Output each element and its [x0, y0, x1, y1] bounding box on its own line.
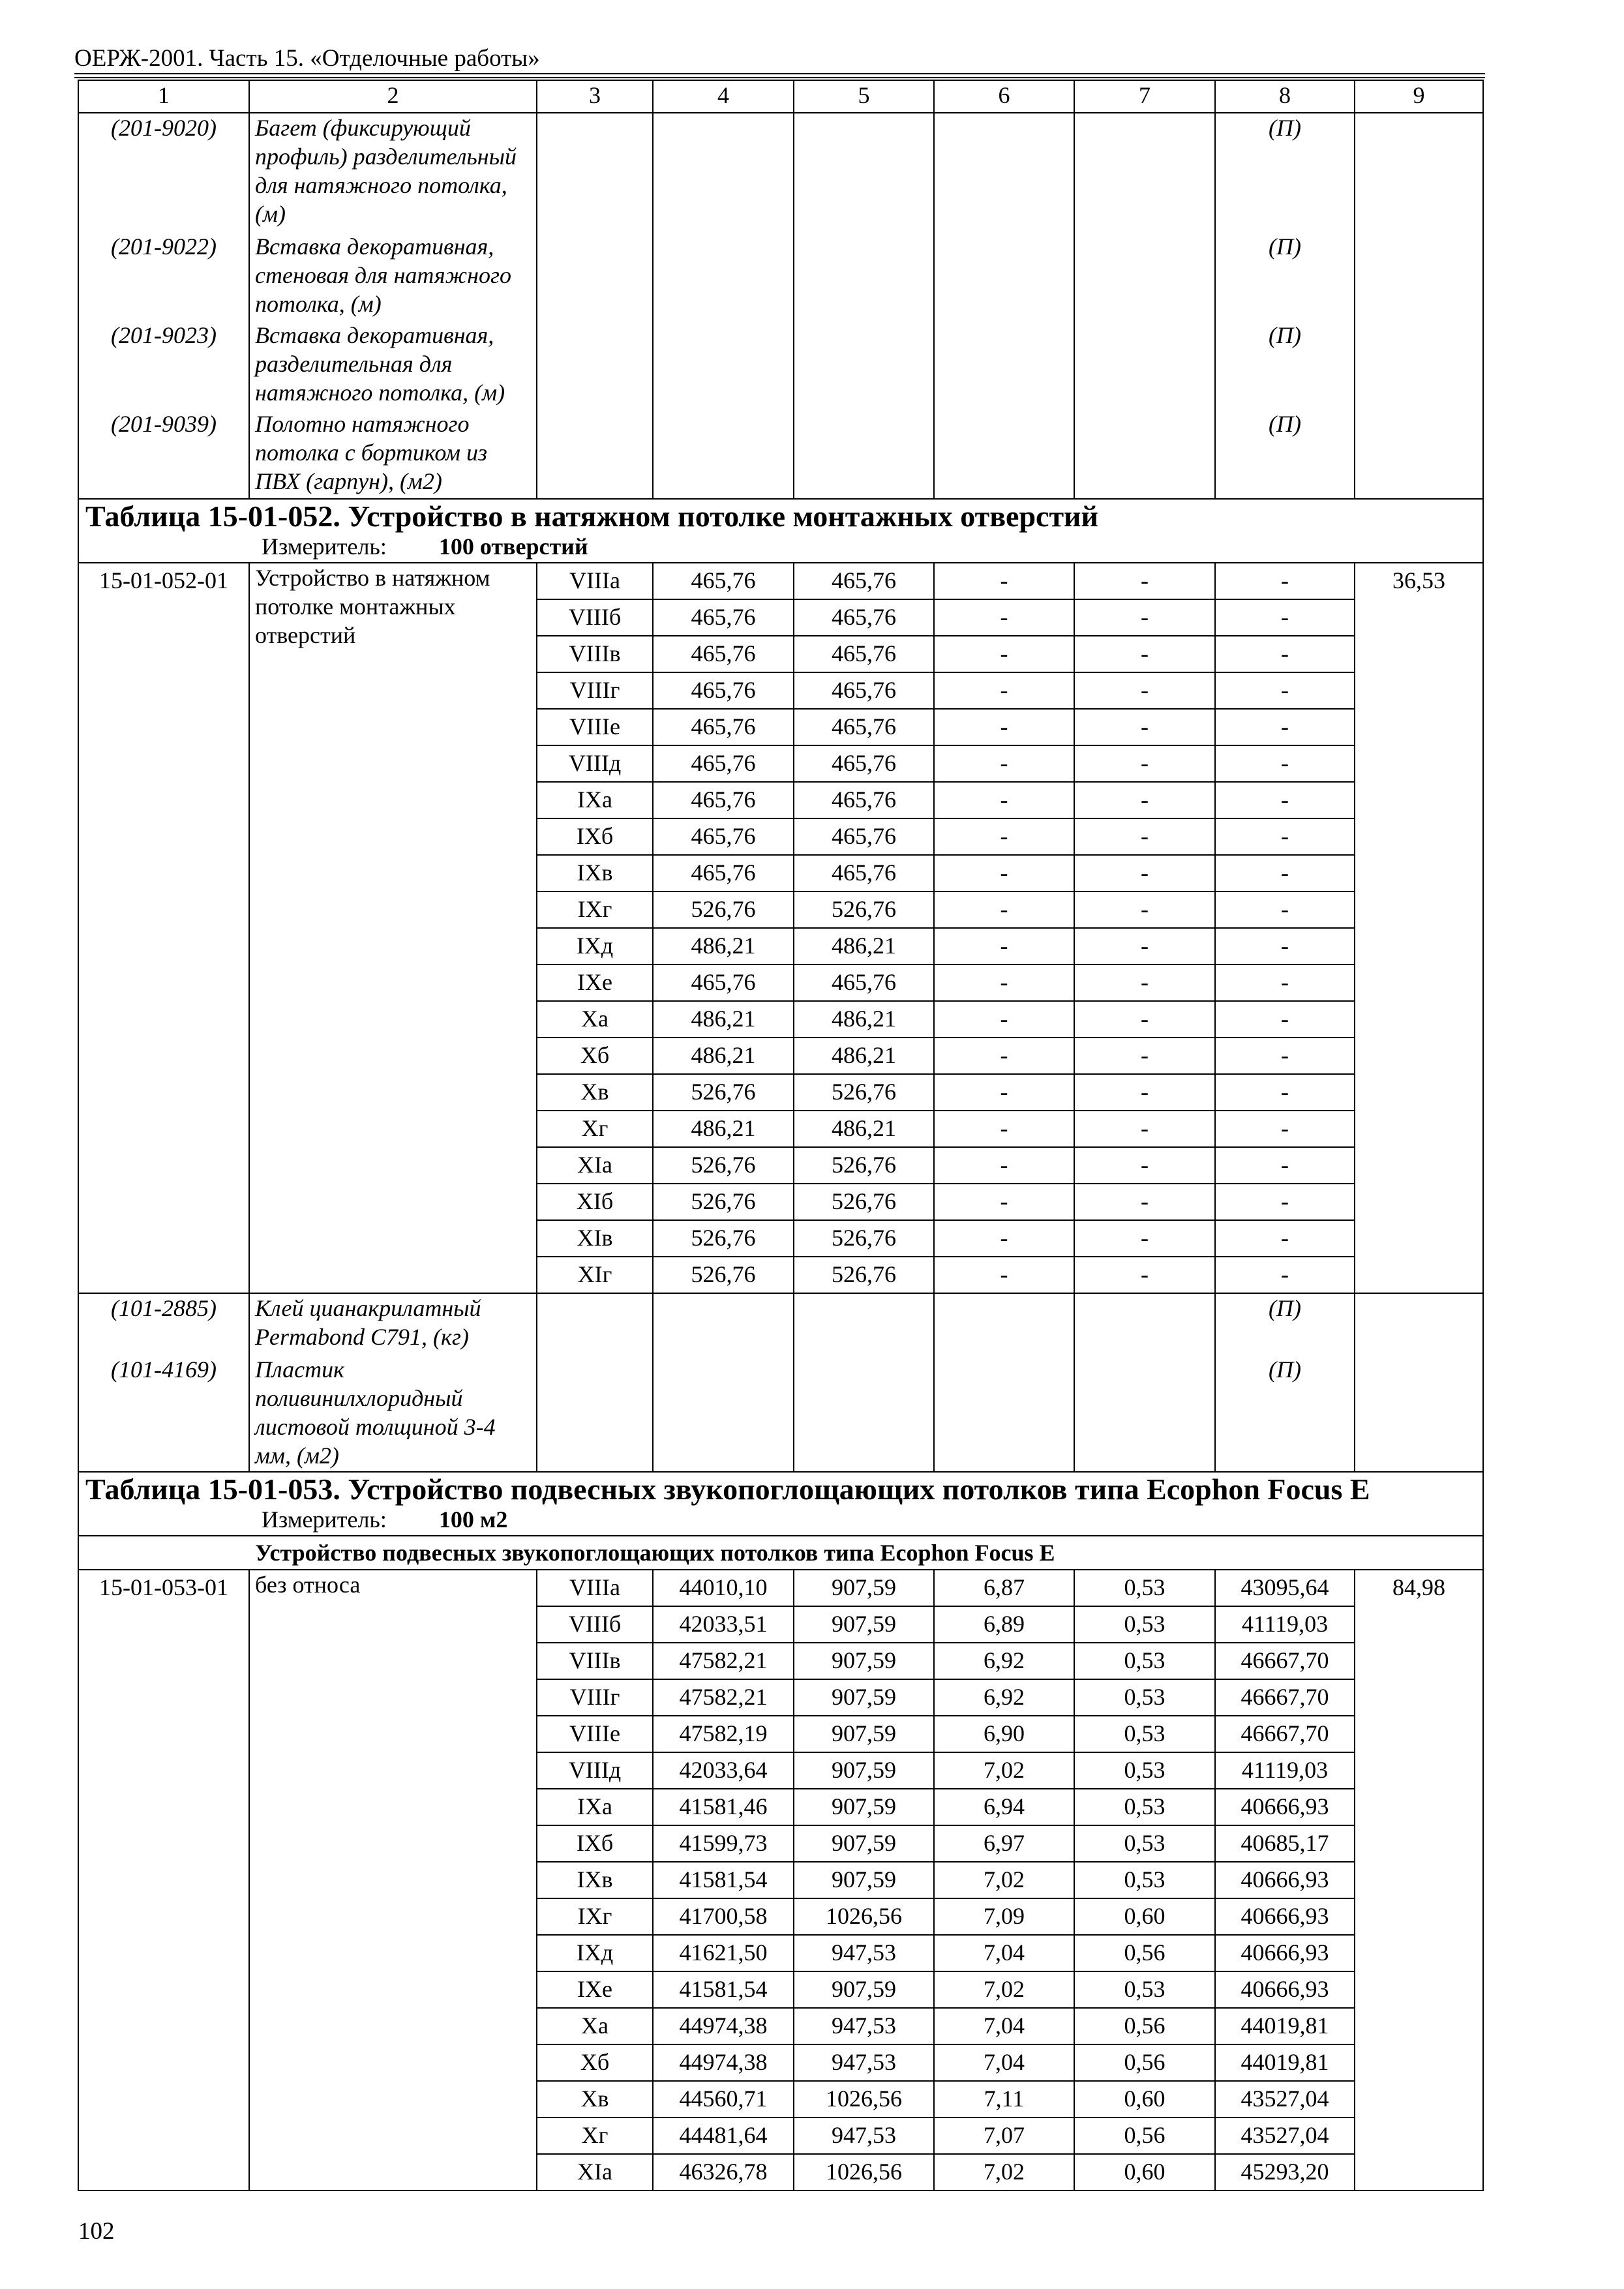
cell: -: [1215, 1074, 1355, 1111]
cell: 1026,56: [794, 2081, 934, 2117]
cell: -: [934, 563, 1074, 599]
cell: 0,53: [1074, 1825, 1215, 1862]
empty-cell: [1355, 113, 1483, 499]
cell: 526,76: [794, 1220, 934, 1257]
resource-name: Вставка декоративная, разделительная для натяжного потолка, (м): [255, 322, 505, 406]
cell: XIа: [537, 2154, 653, 2191]
cell: 42033,51: [653, 1606, 794, 1643]
cell: 6,97: [934, 1825, 1074, 1862]
cell: 0,53: [1074, 1679, 1215, 1716]
cell: 465,76: [794, 636, 934, 672]
cell: 44481,64: [653, 2117, 794, 2154]
page-number: 102: [78, 2218, 115, 2245]
cell: 44019,81: [1215, 2008, 1355, 2044]
resource-code: (101-4169): [111, 1356, 217, 1383]
cell: 44974,38: [653, 2008, 794, 2044]
column-header: 2: [249, 80, 537, 113]
cell: 0,53: [1074, 1643, 1215, 1679]
cell: IXе: [537, 965, 653, 1001]
cell: 465,76: [794, 599, 934, 636]
cell: -: [934, 855, 1074, 891]
resource-names: [249, 113, 537, 499]
cell: Xб: [537, 2044, 653, 2081]
cell: -: [1074, 928, 1215, 965]
cell: -: [1215, 1111, 1355, 1147]
cell: 526,76: [653, 891, 794, 928]
cell: 465,76: [794, 782, 934, 818]
cell: 907,59: [794, 1971, 934, 2008]
column-header: 7: [1074, 80, 1215, 113]
table-title: [78, 1472, 1483, 1536]
cell: 486,21: [794, 928, 934, 965]
cell: 40685,17: [1215, 1825, 1355, 1862]
cell: 486,21: [794, 1001, 934, 1038]
table-title-row: [78, 1472, 1483, 1536]
resource-code: (201-9039): [111, 411, 217, 437]
cell: 0,53: [1074, 1789, 1215, 1825]
column-header: 4: [653, 80, 794, 113]
column-header: 8: [1215, 80, 1355, 113]
cell: 6,87: [934, 1570, 1074, 1606]
cell: 43527,04: [1215, 2081, 1355, 2117]
page-header: ОЕРЖ-2001. Часть 15. «Отделочные работы»: [74, 45, 540, 72]
cell: IXг: [537, 891, 653, 928]
cell: -: [1074, 1257, 1215, 1293]
cell: 465,76: [794, 855, 934, 891]
header-rule-2: [74, 77, 1485, 78]
cell: 947,53: [794, 2044, 934, 2081]
column-header: 9: [1355, 80, 1483, 113]
cell: 0,53: [1074, 1716, 1215, 1752]
rate-name: Устройство в натяжном потолке монтажных отверстий: [249, 563, 537, 1293]
cell: 0,60: [1074, 2154, 1215, 2191]
cell: 6,90: [934, 1716, 1074, 1752]
cell: 41581,46: [653, 1789, 794, 1825]
cell: IXб: [537, 1825, 653, 1862]
cell: 465,76: [653, 965, 794, 1001]
measure-label: Измеритель:: [262, 1506, 387, 1533]
cell: 0,60: [1074, 2081, 1215, 2117]
rate-name: без относа: [249, 1570, 537, 2191]
cell: 486,21: [794, 1038, 934, 1074]
cell: 907,59: [794, 1679, 934, 1716]
cell: VIIIа: [537, 563, 653, 599]
cell: Xб: [537, 1038, 653, 1074]
cell: 40666,93: [1215, 1898, 1355, 1935]
resource-mark: (П): [1269, 411, 1301, 437]
cell: 465,76: [653, 563, 794, 599]
cell: 526,76: [794, 891, 934, 928]
cell: 44974,38: [653, 2044, 794, 2081]
cell: -: [1215, 1184, 1355, 1220]
resource-code: (201-9020): [111, 115, 217, 141]
cell: -: [1215, 1038, 1355, 1074]
cell: -: [934, 1038, 1074, 1074]
resource-codes: [78, 113, 249, 499]
cell: 45293,20: [1215, 2154, 1355, 2191]
cell: 907,59: [794, 1825, 934, 1862]
resource-mark: (П): [1269, 322, 1301, 348]
subheader: Устройство подвесных звукопоглощающих потолков типа Ecophon Focus E: [78, 1536, 1483, 1570]
cell: IXд: [537, 928, 653, 965]
cell: 46326,78: [653, 2154, 794, 2191]
cell: IXе: [537, 1971, 653, 2008]
cell: -: [934, 745, 1074, 782]
resource-mark: (П): [1269, 1356, 1301, 1383]
cell: IXг: [537, 1898, 653, 1935]
cell: -: [1074, 1184, 1215, 1220]
cell: 907,59: [794, 1606, 934, 1643]
cell: 0,53: [1074, 1606, 1215, 1643]
column-header: 5: [794, 80, 934, 113]
cell: 7,02: [934, 1752, 1074, 1789]
cell: 526,76: [794, 1257, 934, 1293]
cell: XIв: [537, 1220, 653, 1257]
cell: 7,02: [934, 2154, 1074, 2191]
cell: -: [934, 1184, 1074, 1220]
cell: VIIIв: [537, 636, 653, 672]
cell: -: [934, 782, 1074, 818]
cell: 47582,21: [653, 1643, 794, 1679]
cell: XIб: [537, 1184, 653, 1220]
cell: 907,59: [794, 1789, 934, 1825]
cell: -: [1215, 745, 1355, 782]
cell: -: [1215, 891, 1355, 928]
cell: 526,76: [653, 1147, 794, 1184]
cell: 6,92: [934, 1643, 1074, 1679]
cell: 526,76: [794, 1074, 934, 1111]
cell: -: [1215, 636, 1355, 672]
cell: VIIIв: [537, 1643, 653, 1679]
cell: -: [1215, 1147, 1355, 1184]
cell: 907,59: [794, 1570, 934, 1606]
cell: -: [1074, 1074, 1215, 1111]
cell: 1026,56: [794, 1898, 934, 1935]
cell: Xа: [537, 2008, 653, 2044]
cell: 465,76: [794, 563, 934, 599]
cell: 0,56: [1074, 1935, 1215, 1971]
cell: -: [934, 672, 1074, 709]
cell: 7,07: [934, 2117, 1074, 2154]
cell: 465,76: [794, 709, 934, 745]
cell: 46667,70: [1215, 1643, 1355, 1679]
cell: 7,02: [934, 1971, 1074, 2008]
cell: IXб: [537, 818, 653, 855]
table-row: [78, 1570, 1483, 1606]
header-rule: [74, 73, 1485, 74]
cell: 486,21: [653, 1001, 794, 1038]
cell: 0,60: [1074, 1898, 1215, 1935]
resource-name: Багет (фиксирующий профиль) разделительный для натяжного потолка, (м): [255, 115, 517, 227]
cell: -: [1074, 891, 1215, 928]
cell: 40666,93: [1215, 1789, 1355, 1825]
cell: 526,76: [653, 1220, 794, 1257]
cell: 47582,21: [653, 1679, 794, 1716]
cell: 43095,64: [1215, 1570, 1355, 1606]
cell: XIг: [537, 1257, 653, 1293]
cell: VIIIб: [537, 1606, 653, 1643]
cell: 465,76: [653, 782, 794, 818]
cell: VIIIд: [537, 745, 653, 782]
measure-line: [85, 531, 1476, 562]
col9-value: 84,98: [1355, 1570, 1483, 2191]
cell: -: [1074, 745, 1215, 782]
cell: 0,56: [1074, 2044, 1215, 2081]
resource-name: Пластик поливинилхлоридный листовой толщиной 3-4 мм, (м2): [255, 1356, 496, 1469]
cell: -: [1215, 1257, 1355, 1293]
cell: VIIIе: [537, 1716, 653, 1752]
cell: VIIIг: [537, 672, 653, 709]
cell: 41621,50: [653, 1935, 794, 1971]
cell: Xв: [537, 2081, 653, 2117]
table-title-text: Таблица 15-01-053. Устройство подвесных звукопоглощающих потолков типа Ecophon Focus E: [85, 1473, 1370, 1506]
resource-code: (201-9023): [111, 322, 217, 348]
cell: 7,04: [934, 2044, 1074, 2081]
cell: -: [1215, 1220, 1355, 1257]
cell: 43527,04: [1215, 2117, 1355, 2154]
resource-codes: [78, 1293, 249, 1472]
table-title-text: Таблица 15-01-052. Устройство в натяжном потолке монтажных отверстий: [85, 500, 1099, 533]
cell: 1026,56: [794, 2154, 934, 2191]
cell: -: [1074, 1220, 1215, 1257]
cell: IXа: [537, 1789, 653, 1825]
cell: 7,04: [934, 1935, 1074, 1971]
cell: 41119,03: [1215, 1752, 1355, 1789]
measure-value: 100 м2: [438, 1506, 508, 1533]
cell: 46667,70: [1215, 1716, 1355, 1752]
cell: 465,76: [653, 818, 794, 855]
resource-marks: [1215, 1293, 1355, 1472]
cell: Xв: [537, 1074, 653, 1111]
cell: -: [934, 599, 1074, 636]
rates-table: [78, 80, 1484, 2191]
cell: 40666,93: [1215, 1971, 1355, 2008]
cell: 486,21: [653, 1038, 794, 1074]
cell: 465,76: [653, 709, 794, 745]
cell: -: [934, 891, 1074, 928]
cell: VIIIд: [537, 1752, 653, 1789]
cell: 41581,54: [653, 1862, 794, 1898]
cell: 41599,73: [653, 1825, 794, 1862]
cell: -: [1215, 672, 1355, 709]
cell: -: [1074, 636, 1215, 672]
resource-names: [249, 1293, 537, 1472]
cell: -: [934, 1257, 1074, 1293]
resource-block: [78, 113, 1483, 499]
empty-cell: [1355, 1293, 1483, 1472]
cell: 7,02: [934, 1862, 1074, 1898]
rate-code: 15-01-053-01: [78, 1570, 249, 2191]
cell: -: [934, 636, 1074, 672]
cell: 0,56: [1074, 2008, 1215, 2044]
column-header: 3: [537, 80, 653, 113]
cell: -: [1074, 1111, 1215, 1147]
measure-value: 100 отверстий: [438, 533, 588, 560]
empty-cell: [934, 113, 1074, 499]
cell: -: [934, 1220, 1074, 1257]
cell: -: [1074, 1038, 1215, 1074]
table-title: [78, 499, 1483, 563]
cell: 0,53: [1074, 1752, 1215, 1789]
measure-line: [85, 1504, 1476, 1535]
column-header-row: [78, 80, 1483, 113]
cell: -: [1215, 928, 1355, 965]
cell: 465,76: [794, 672, 934, 709]
cell: 465,76: [653, 599, 794, 636]
cell: 486,21: [653, 928, 794, 965]
cell: -: [1215, 855, 1355, 891]
cell: 526,76: [653, 1074, 794, 1111]
empty-cell: [794, 113, 934, 499]
cell: -: [1215, 818, 1355, 855]
empty-cell: [537, 113, 653, 499]
subheader-row: [78, 1536, 1483, 1570]
cell: -: [1215, 782, 1355, 818]
cell: Xа: [537, 1001, 653, 1038]
cell: 947,53: [794, 2117, 934, 2154]
cell: 44010,10: [653, 1570, 794, 1606]
cell: -: [1074, 1147, 1215, 1184]
empty-cell: [794, 1293, 934, 1472]
cell: 41700,58: [653, 1898, 794, 1935]
cell: 465,76: [794, 745, 934, 782]
cell: -: [1074, 672, 1215, 709]
resource-marks: [1215, 113, 1355, 499]
cell: 465,76: [653, 745, 794, 782]
cell: 947,53: [794, 2008, 934, 2044]
empty-cell: [653, 113, 794, 499]
cell: 41581,54: [653, 1971, 794, 2008]
cell: -: [1215, 599, 1355, 636]
cell: 486,21: [794, 1111, 934, 1147]
cell: 907,59: [794, 1752, 934, 1789]
cell: 7,04: [934, 2008, 1074, 2044]
cell: 6,89: [934, 1606, 1074, 1643]
cell: IXа: [537, 782, 653, 818]
cell: 465,76: [794, 818, 934, 855]
cell: 0,56: [1074, 2117, 1215, 2154]
cell: -: [934, 1111, 1074, 1147]
cell: 7,09: [934, 1898, 1074, 1935]
cell: 40666,93: [1215, 1935, 1355, 1971]
cell: IXв: [537, 855, 653, 891]
cell: 465,76: [653, 855, 794, 891]
cell: 526,76: [653, 1257, 794, 1293]
cell: 526,76: [794, 1184, 934, 1220]
cell: Xг: [537, 1111, 653, 1147]
cell: 47582,19: [653, 1716, 794, 1752]
cell: 526,76: [794, 1147, 934, 1184]
cell: -: [934, 1147, 1074, 1184]
cell: -: [1074, 782, 1215, 818]
cell: 0,53: [1074, 1971, 1215, 2008]
cell: -: [934, 1074, 1074, 1111]
resource-code: (201-9022): [111, 233, 217, 260]
cell: 465,76: [653, 636, 794, 672]
resource-block: [78, 1293, 1483, 1472]
cell: -: [1215, 1001, 1355, 1038]
empty-cell: [934, 1293, 1074, 1472]
resource-name: Полотно натяжного потолка с бортиком из ПВХ (гарпун), (м2): [255, 411, 487, 494]
cell: 44560,71: [653, 2081, 794, 2117]
empty-cell: [537, 1293, 653, 1472]
cell: VIIIе: [537, 709, 653, 745]
col9-value: 36,53: [1355, 563, 1483, 1293]
cell: VIIIа: [537, 1570, 653, 1606]
cell: -: [934, 818, 1074, 855]
empty-cell: [653, 1293, 794, 1472]
cell: 0,53: [1074, 1862, 1215, 1898]
resource-name: Вставка декоративная, стеновая для натяжного потолка, (м): [255, 233, 511, 317]
cell: -: [1074, 709, 1215, 745]
resource-mark: (П): [1269, 115, 1301, 141]
cell: Xг: [537, 2117, 653, 2154]
cell: 46667,70: [1215, 1679, 1355, 1716]
cell: 0,53: [1074, 1570, 1215, 1606]
empty-cell: [1074, 113, 1215, 499]
cell: -: [1215, 965, 1355, 1001]
resource-mark: (П): [1269, 233, 1301, 260]
cell: -: [934, 1001, 1074, 1038]
cell: -: [1074, 818, 1215, 855]
cell: 486,21: [653, 1111, 794, 1147]
cell: XIа: [537, 1147, 653, 1184]
cell: 907,59: [794, 1643, 934, 1679]
measure-label: Измеритель:: [262, 533, 387, 560]
column-header: 6: [934, 80, 1074, 113]
cell: -: [1215, 709, 1355, 745]
cell: 44019,81: [1215, 2044, 1355, 2081]
cell: 6,92: [934, 1679, 1074, 1716]
cell: -: [1074, 599, 1215, 636]
rate-code: 15-01-052-01: [78, 563, 249, 1293]
cell: -: [934, 928, 1074, 965]
column-header: 1: [78, 80, 249, 113]
cell: 526,76: [653, 1184, 794, 1220]
cell: 6,94: [934, 1789, 1074, 1825]
cell: IXв: [537, 1862, 653, 1898]
cell: 907,59: [794, 1716, 934, 1752]
resource-code: (101-2885): [111, 1295, 217, 1321]
cell: VIIIг: [537, 1679, 653, 1716]
cell: -: [934, 709, 1074, 745]
cell: -: [1074, 1001, 1215, 1038]
cell: 42033,64: [653, 1752, 794, 1789]
resource-name: Клей цианакрилатный Permabond C791, (кг): [255, 1295, 481, 1350]
cell: -: [1074, 965, 1215, 1001]
cell: IXд: [537, 1935, 653, 1971]
table-title-row: [78, 499, 1483, 563]
cell: -: [1215, 563, 1355, 599]
resource-mark: (П): [1269, 1295, 1301, 1321]
cell: -: [1074, 855, 1215, 891]
cell: 465,76: [794, 965, 934, 1001]
cell: 41119,03: [1215, 1606, 1355, 1643]
cell: 7,11: [934, 2081, 1074, 2117]
cell: 40666,93: [1215, 1862, 1355, 1898]
table-row: [78, 563, 1483, 599]
cell: 907,59: [794, 1862, 934, 1898]
cell: -: [1074, 563, 1215, 599]
cell: VIIIб: [537, 599, 653, 636]
empty-cell: [1074, 1293, 1215, 1472]
cell: 947,53: [794, 1935, 934, 1971]
cell: 465,76: [653, 672, 794, 709]
cell: -: [934, 965, 1074, 1001]
